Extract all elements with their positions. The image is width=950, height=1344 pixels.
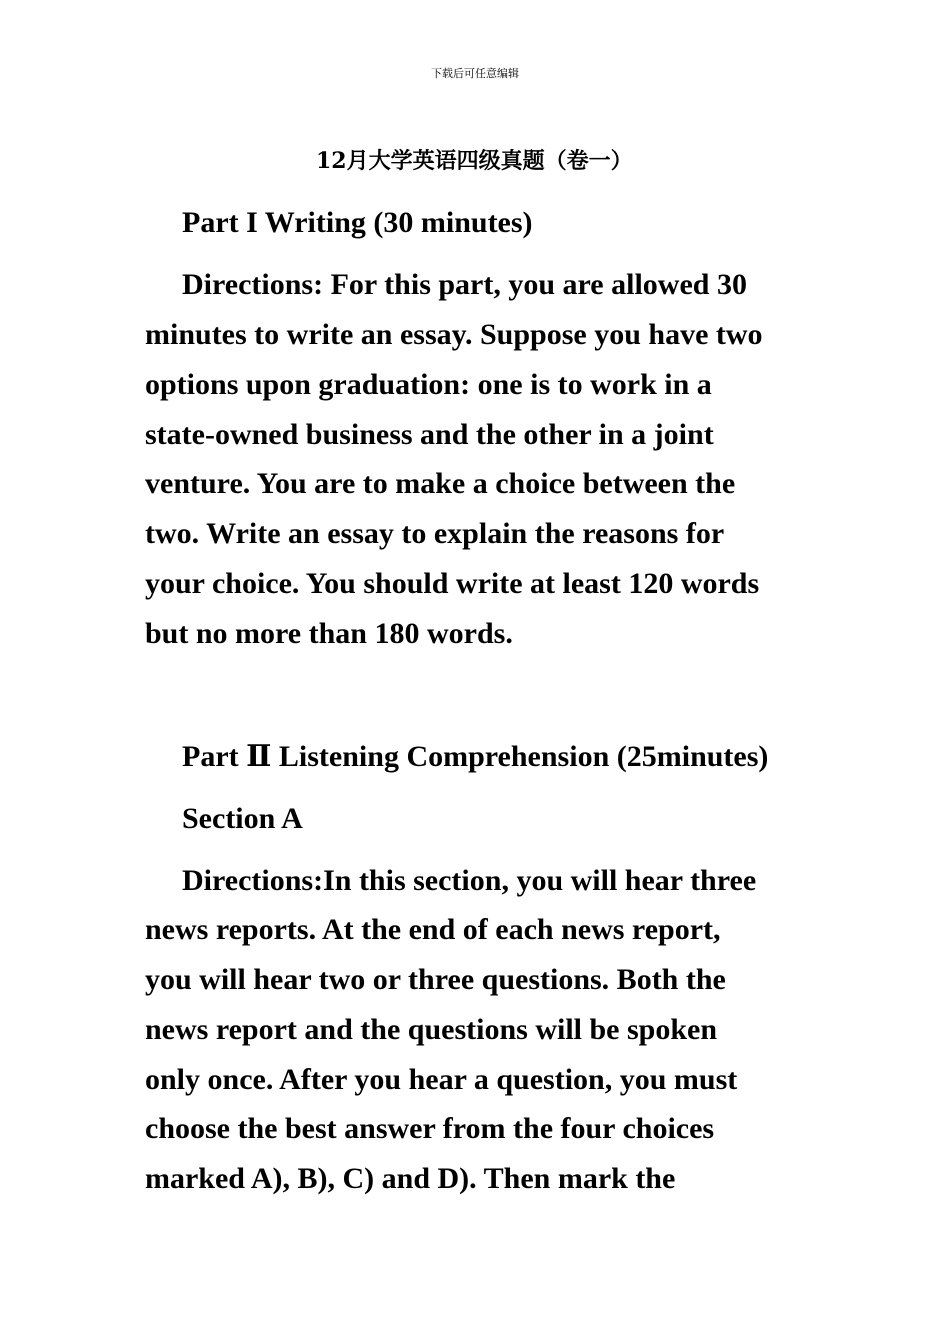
part1-heading: Part I Writing (30 minutes) [182, 206, 533, 239]
part2-directions-line: news report and the questions will be spoken [145, 1013, 718, 1046]
part2-directions-line: marked A), B), C) and D). Then mark the [145, 1162, 676, 1195]
part2-directions-line: only once. After you hear a question, you must [145, 1063, 738, 1096]
part2-directions-line: news reports. At the end of each news report, [145, 913, 721, 946]
part1-directions-line: venture. You are to make a choice between the [145, 467, 736, 500]
part1-directions-line: state-owned business and the other in a joint [145, 418, 714, 451]
part1-directions-line: but no more than 180 words. [145, 617, 513, 650]
part1-directions-line: two. Write an essay to explain the reasons for [145, 517, 725, 550]
part2-directions-line: you will hear two or three questions. Both the [145, 963, 726, 996]
part1-directions-line: Directions: For this part, you are allowed 30 [182, 268, 747, 301]
document-title: 12月大学英语四级真题（卷一） [316, 148, 633, 174]
part2-directions-line: choose the best answer from the four choices [145, 1112, 715, 1145]
part1-directions-line: your choice. You should write at least 120 words [145, 567, 760, 600]
section-a-heading: Section A [182, 802, 303, 835]
part1-directions-line: options upon graduation: one is to work in a [145, 368, 712, 401]
header-note: 下载后可任意编辑 [431, 67, 519, 80]
part2-directions-line: Directions:In this section, you will hear three [182, 864, 757, 897]
part2-heading: Part Ⅱ Listening Comprehension (25minutes) [182, 740, 769, 773]
part1-directions-line: minutes to write an essay. Suppose you have two [145, 318, 763, 351]
